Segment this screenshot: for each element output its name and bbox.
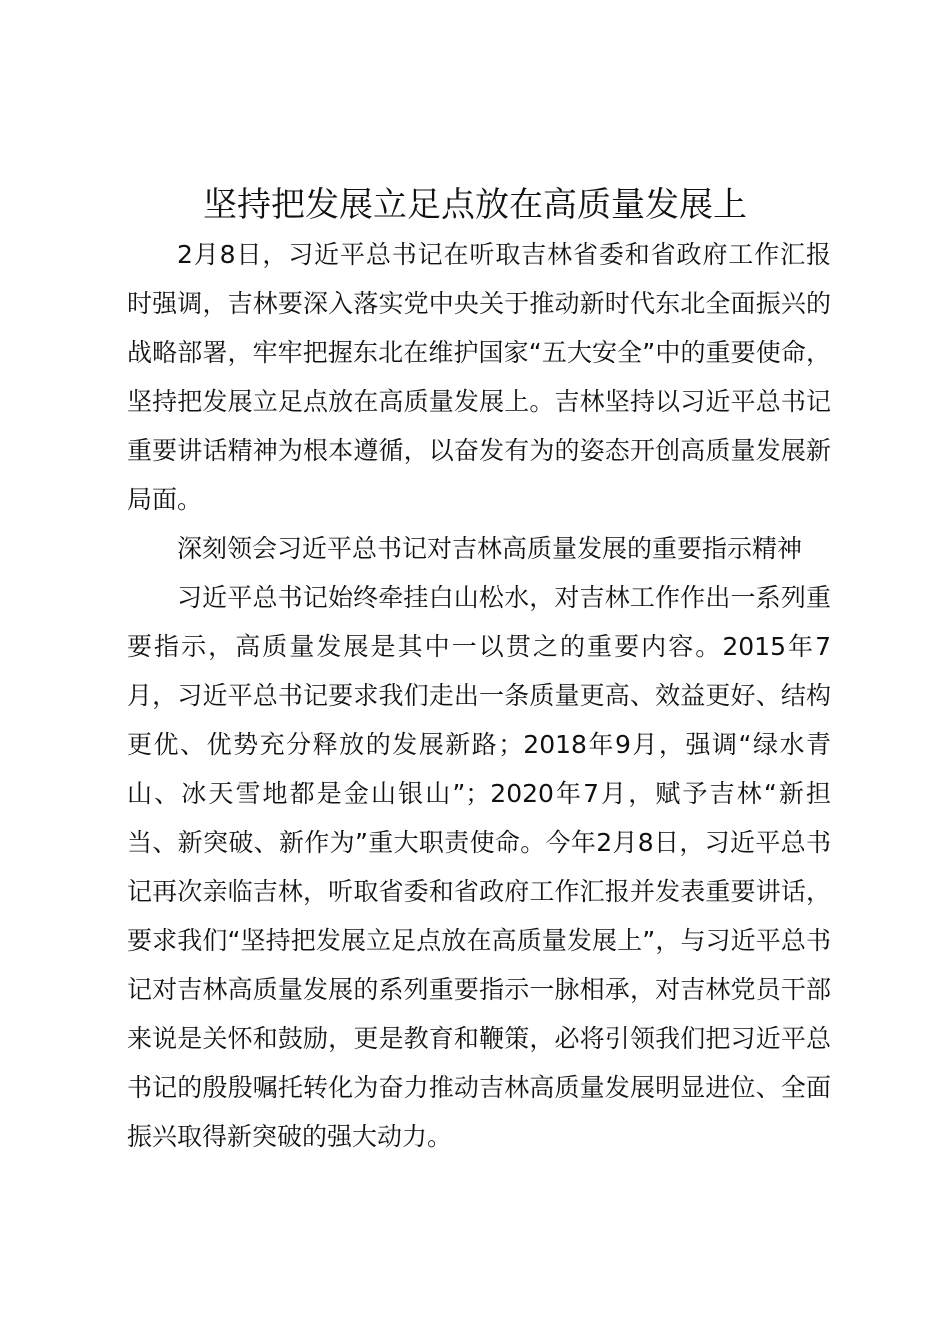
document-title: 坚持把发展立足点放在高质量发展上: [203, 185, 747, 225]
document-body: [127, 230, 831, 1161]
section-heading: 深刻领会习近平总书记对吉林高质量发展的重要指示精神: [177, 534, 803, 563]
paragraph-main: 习近平总书记始终牵挂白山松水，对吉林工作作出一系列重要指示，高质量发展是其中一以贯之的重要内容。2015年7月，习近平总书记要求我们走出一条质量更高、效益更好、结构更优、优势充分释放的发展新路；2018年9月，强调“绿水青山、冰天雪地都是金山银山”；2020年7月，赋予吉林“新担当、新突破、新作为”重大职责使命。今年2月8日，习近平总书记再次亲临吉林，听取省委和省政府工作汇报并发表重要讲话，要求我们“坚持把发展立足点放在高质量发展上”，与习近平总书记对吉林高质量发展的系列重要指示一脉相承，对吉林党员干部来说是关怀和鼓励，更是教育和鞭策，必将引领我们把习近平总书记的殷殷嘱托转化为奋力推动吉林高质量发展明显进位、全面振兴取得新突破的强大动力。: [127, 583, 831, 1151]
paragraph-intro: 2月8日，习近平总书记在听取吉林省委和省政府工作汇报时强调，吉林要深入落实党中央关于推动新时代东北全面振兴的战略部署，牢牢把握东北在维护国家“五大安全”中的重要使命，坚持把发展立足点放在高质量发展上。吉林坚持以习近平总书记重要讲话精神为根本遵循，以奋发有为的姿态开创高质量发展新局面。: [127, 240, 831, 514]
